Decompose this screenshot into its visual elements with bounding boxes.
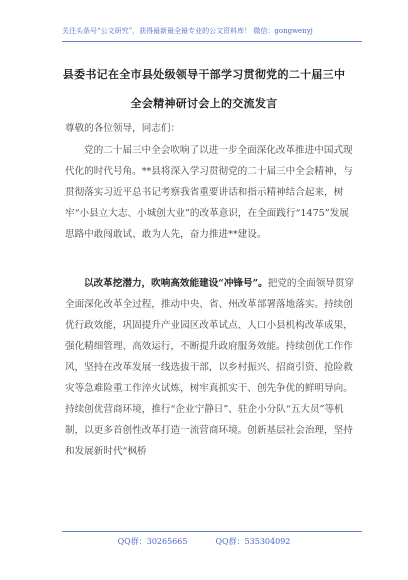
paragraph-lead: 以改革挖潜力，吹响高效能建设“冲锋号”。 <box>84 278 268 289</box>
document-title-line2: 全会精神研讨会上的交流发言 <box>130 97 278 110</box>
header-banner: 关注头条号“公文研究”，获得最新最全最专业的公文资料库！ 微信：gongwenyj <box>62 27 313 35</box>
paragraph-reform <box>65 273 355 462</box>
footer-contacts <box>0 536 408 547</box>
paragraph-body: 把党的全面领导贯穿全面深化改革全过程，推动中央、省、州改革部署落地落实。持续创优行政效能，巩固提升产业园区改革试点、人口小县机构改革成果，强化精细管理、高效运行，不断提升政府服务效能。持续创优工作作风，坚持在改革发展一线选拔干部，以乡村振兴、招商引资、抢险救灾等急难险重工作淬火试炼，树牢真抓实干、创先争优的鲜明导向。持续创优营商环境，推行“企业宁静日”、驻企小分队“五大员”等机制，以更多首创性改革打造一流营商环境。创新基层社会治理，坚持和发展新时代“枫桥 <box>65 278 355 457</box>
footer-divider <box>62 531 362 532</box>
qq-group-1: QQ群：30265665 <box>117 537 188 546</box>
header-divider <box>62 41 362 42</box>
qq-group-2: QQ群：535304092 <box>215 537 291 546</box>
salutation: 尊敬的各位领导，同志们： <box>65 123 181 134</box>
document-title-line1: 县委书记在全市县处级领导干部学习贯彻党的二十届三中 <box>62 68 346 81</box>
paragraph-intro: 党的二十届三中全会吹响了以进一步全面深化改革推进中国式现代化的时代号角。**县将深入学习贯彻党的二十届三中全会精神，与贯彻落实习近平总书记考察我省重要讲话和指示精神结合起来，树牢“小县立大志、小城创大业”的改革意识，在全面践行“1475”发展思路中敢闯敢试、敢为人先，奋力推进**建设。 <box>65 145 353 240</box>
